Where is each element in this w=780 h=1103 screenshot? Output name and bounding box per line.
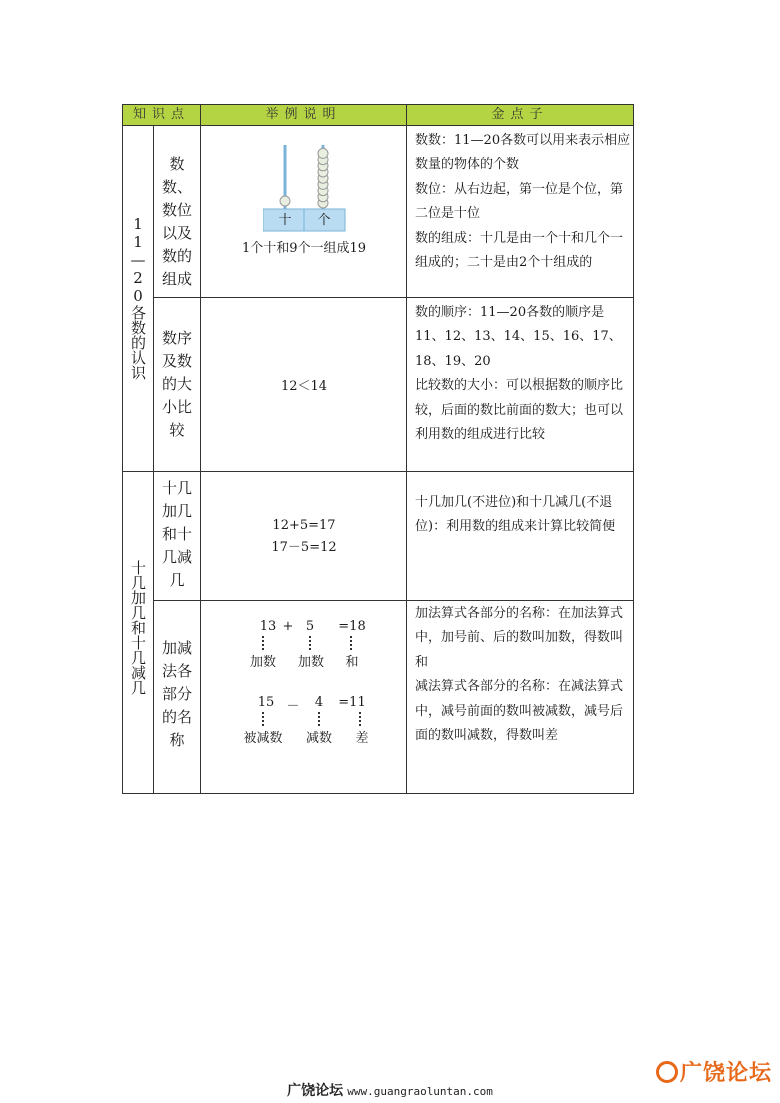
footer-url: www.guangraoluntan.com	[347, 1085, 493, 1098]
example-counting: 1个十和9个一组成19	[241, 241, 367, 256]
tip-names: 加法算式各部分的名称：在加法算式中，加号前、后的数叫加数，得数叫和 减法算式各部分的名称：在减法算式中，减号前面的数叫被减数，减号后面的数叫减数，得数叫差	[415, 606, 624, 744]
knowledge-table	[122, 104, 634, 794]
site-logo	[656, 1056, 772, 1087]
dotted-connector	[350, 636, 354, 650]
tip-order: 数的顺序：11—20各数的顺序是11、12、13、14、15、16、17、18、19、20 比较数的大小：可以根据数的顺序比较，后面的数比前面的数大；也可以利用数的组成进行比较	[415, 305, 624, 443]
section-title-1	[123, 215, 153, 386]
sub-operand-b: 4	[314, 695, 324, 710]
logo-g-icon	[656, 1061, 678, 1083]
divider	[153, 297, 633, 298]
header-example: 举例说明	[201, 105, 407, 125]
topic-add-sub	[157, 477, 197, 592]
topic-counting	[157, 153, 197, 291]
sub-operand-a: 15	[257, 695, 275, 710]
divider	[123, 471, 633, 472]
add-operand-b: 5	[305, 619, 315, 634]
topic-names	[157, 637, 197, 752]
dotted-connector	[318, 712, 322, 726]
example-order: 12＜14	[280, 379, 328, 394]
section-title-text: 11—20各数的认识	[129, 215, 147, 380]
header-knowledge: 知识点	[123, 105, 201, 125]
sub-label-c: 差	[355, 731, 369, 746]
dotted-connector	[262, 636, 266, 650]
example-sub: 17－5=12	[271, 540, 337, 555]
add-operand-a: 13	[259, 619, 277, 634]
tip-add-sub: 十几加几(不进位)和十几减几(不退位)：利用数的组成来计算比较简便	[415, 495, 616, 535]
sub-label-b: 减数	[305, 731, 332, 746]
footer-site-name: 广饶论坛	[287, 1083, 344, 1099]
sub-result: =11	[338, 695, 366, 710]
section-title-text: 十几加几和十几减几	[129, 560, 147, 695]
example-add: 12+5=17	[272, 518, 336, 533]
logo-text: 广饶论坛	[679, 1061, 772, 1086]
section-title-2	[123, 560, 153, 701]
add-label-b: 加数	[297, 655, 324, 670]
topic-text: 加减法各部分的名称	[161, 639, 192, 749]
divider	[200, 125, 201, 793]
dotted-connector	[262, 712, 266, 726]
topic-text: 十几加几和十几减几	[161, 479, 192, 589]
table-header	[123, 105, 633, 126]
divider	[406, 125, 407, 793]
abacus-tens-label: 十	[278, 213, 292, 228]
tip-counting: 数数：11—20各数可以用来表示相应数量的物体的个数 数位：从右边起，第一位是个位，第二位是十位 数的组成：十几是由一个十和几个一组成的；二十是由2个十组成的	[415, 133, 631, 271]
divider	[153, 125, 154, 793]
topic-order	[157, 327, 197, 442]
divider	[153, 600, 633, 601]
dotted-connector	[359, 712, 363, 726]
topic-text: 数数、数位以及数的组成	[161, 155, 192, 288]
dotted-connector	[309, 636, 313, 650]
topic-text: 数序及数的大小比较	[161, 329, 192, 439]
add-label-a: 加数	[249, 655, 276, 670]
abacus-bead	[318, 148, 328, 158]
add-operator: +	[282, 619, 294, 634]
sub-operator: －	[286, 699, 300, 714]
header-tips: 金点子	[491, 107, 549, 122]
sub-label-a: 被减数	[243, 731, 283, 746]
add-result: =18	[338, 619, 366, 634]
abacus-ones-label: 个	[317, 213, 331, 228]
add-label-c: 和	[345, 655, 359, 670]
